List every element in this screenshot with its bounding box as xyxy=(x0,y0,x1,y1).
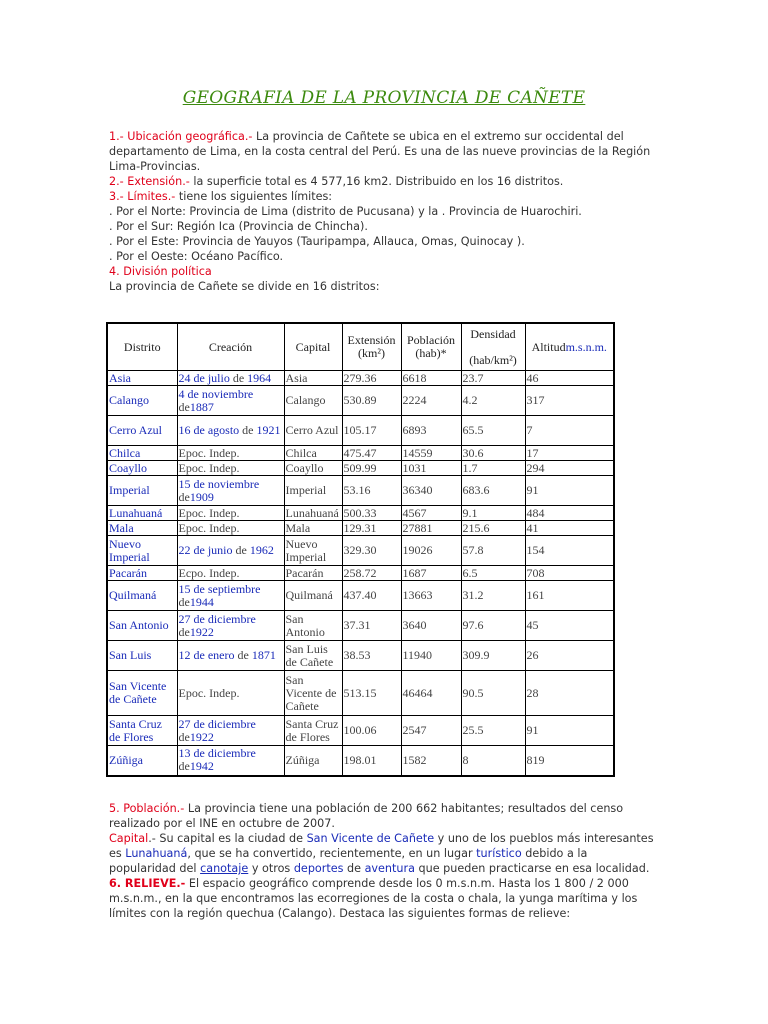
table-row xyxy=(107,611,614,641)
cell-altitud: 91 xyxy=(525,476,614,506)
cell-densidad: 65.5 xyxy=(461,416,525,446)
cell-creacion: 27 de diciembre de1922 xyxy=(177,611,284,641)
cell-altitud: 7 xyxy=(525,416,614,446)
table-row xyxy=(107,536,614,566)
cell-capital: San Antonio xyxy=(284,611,342,641)
cell-densidad: 90.5 xyxy=(461,671,525,716)
cell-poblacion: 6618 xyxy=(401,371,461,386)
header-distrito: Distrito xyxy=(107,323,177,371)
table-row xyxy=(107,386,614,416)
section-text: El espacio geográfico comprende desde los 0 m.s.n.m. Hasta los 1 800 / 2 000 m.s.n.m., en la que encontramos las ecorregiones de la costa o chala, la yunga marítima y los límites con la región quechua (Calango). Destaca las siguientes formas de relieve: xyxy=(109,877,638,920)
cell-extension: 500.33 xyxy=(342,506,401,521)
cell-poblacion: 14559 xyxy=(401,446,461,461)
cell-extension: 37.31 xyxy=(342,611,401,641)
cell-extension: 258.72 xyxy=(342,566,401,581)
cell-creacion: Epoc. Indep. xyxy=(177,521,284,536)
section-heading: 2.- Extensión.- xyxy=(109,175,190,188)
cell-extension: 509.99 xyxy=(342,461,401,476)
cell-creacion: Epoc. Indep. xyxy=(177,461,284,476)
cell-densidad: 8 xyxy=(461,746,525,776)
cell-altitud: 17 xyxy=(525,446,614,461)
cell-poblacion: 27881 xyxy=(401,521,461,536)
limit-line: . Por el Norte: Provincia de Lima (distrito de Pucusana) y la . Provincia de Huarochiri. xyxy=(109,205,582,218)
cell-densidad: 6.5 xyxy=(461,566,525,581)
cell-capital: Calango xyxy=(284,386,342,416)
table-row xyxy=(107,566,614,581)
cell-altitud: 484 xyxy=(525,506,614,521)
cell-distrito: San Antonio xyxy=(107,611,177,641)
cell-creacion: 4 de noviembre de1887 xyxy=(177,386,284,416)
cell-capital: Pacarán xyxy=(284,566,342,581)
cell-distrito: Zúñiga xyxy=(107,746,177,776)
cell-poblacion: 6893 xyxy=(401,416,461,446)
cell-distrito: Quilmaná xyxy=(107,581,177,611)
link-aventura[interactable]: aventura xyxy=(364,862,415,875)
cell-altitud: 317 xyxy=(525,386,614,416)
cell-capital: San Luis de Cañete xyxy=(284,641,342,671)
cell-capital: San Vicente de Cañete xyxy=(284,671,342,716)
cell-creacion: 16 de agosto de 1921 xyxy=(177,416,284,446)
cell-distrito: Imperial xyxy=(107,476,177,506)
table-row xyxy=(107,641,614,671)
cell-distrito: Mala xyxy=(107,521,177,536)
cell-capital: Cerro Azul xyxy=(284,416,342,446)
cell-poblacion: 36340 xyxy=(401,476,461,506)
cell-distrito: Cerro Azul xyxy=(107,416,177,446)
link-deportes[interactable]: deportes xyxy=(293,862,344,875)
header-poblacion: Población (hab)* xyxy=(401,323,461,371)
cell-densidad: 31.2 xyxy=(461,581,525,611)
section-heading: División política xyxy=(123,265,212,278)
cell-poblacion: 1687 xyxy=(401,566,461,581)
cell-creacion: Ecpo. Indep. xyxy=(177,566,284,581)
capital-paragraph: Capital.- Su capital es la ciudad de San Vicente de Cañete y uno de los pueblos más interesantes es Lunahuaná, que se ha convertido, recientemente, en un lugar turístico debido a la popularidad del canotaje y otros deportes de aventura que pueden practicarse en esa localidad. xyxy=(109,832,654,875)
cell-creacion: 13 de diciembre de1942 xyxy=(177,746,284,776)
cell-capital: Mala xyxy=(284,521,342,536)
cell-creacion: 12 de enero de 1871 xyxy=(177,641,284,671)
cell-extension: 38.53 xyxy=(342,641,401,671)
cell-capital: Quilmaná xyxy=(284,581,342,611)
section-heading: 1.- Ubicación geográfica.- xyxy=(109,130,253,143)
cell-distrito: Calango xyxy=(107,386,177,416)
cell-extension: 437.40 xyxy=(342,581,401,611)
cell-altitud: 45 xyxy=(525,611,614,641)
table-row xyxy=(107,581,614,611)
cell-poblacion: 4567 xyxy=(401,506,461,521)
cell-altitud: 46 xyxy=(525,371,614,386)
cell-altitud: 26 xyxy=(525,641,614,671)
limit-line: . Por el Este: Provincia de Yauyos (Tauripampa, Allauca, Omas, Quinocay ). xyxy=(109,235,525,248)
table-row xyxy=(107,671,614,716)
cell-extension: 513.15 xyxy=(342,671,401,716)
cell-distrito: San Luis xyxy=(107,641,177,671)
cell-altitud: 819 xyxy=(525,746,614,776)
link-lunahuana[interactable]: Lunahuaná xyxy=(125,847,188,860)
cell-distrito: Coayllo xyxy=(107,461,177,476)
cell-densidad: 309.9 xyxy=(461,641,525,671)
cell-capital: Coayllo xyxy=(284,461,342,476)
header-densidad: Densidad (hab/km²) xyxy=(461,323,525,371)
cell-extension: 53.16 xyxy=(342,476,401,506)
cell-densidad: 30.6 xyxy=(461,446,525,461)
cell-densidad: 23.7 xyxy=(461,371,525,386)
cell-capital: Zúñiga xyxy=(284,746,342,776)
districts-table xyxy=(106,322,615,777)
header-creacion: Creación xyxy=(177,323,284,371)
cell-creacion: Epoc. Indep. xyxy=(177,671,284,716)
header-capital: Capital xyxy=(284,323,342,371)
cell-extension: 329.30 xyxy=(342,536,401,566)
page-title: GEOGRAFIA DE LA PROVINCIA DE CAÑETE xyxy=(182,88,586,108)
table-row xyxy=(107,371,614,386)
cell-densidad: 9.1 xyxy=(461,506,525,521)
cell-creacion: 15 de septiembre de1944 xyxy=(177,581,284,611)
cell-capital: Chilca xyxy=(284,446,342,461)
limit-line: . Por el Oeste: Océano Pacífico. xyxy=(109,250,284,263)
cell-poblacion: 2547 xyxy=(401,716,461,746)
link-turistico[interactable]: turístico xyxy=(476,847,522,860)
cell-poblacion: 19026 xyxy=(401,536,461,566)
cell-extension: 100.06 xyxy=(342,716,401,746)
cell-creacion: 22 de junio de 1962 xyxy=(177,536,284,566)
table-row xyxy=(107,461,614,476)
cell-altitud: 91 xyxy=(525,716,614,746)
cell-creacion: Epoc. Indep. xyxy=(177,446,284,461)
cell-creacion: Epoc. Indep. xyxy=(177,506,284,521)
cell-distrito: Chilca xyxy=(107,446,177,461)
section-heading: 6. RELIEVE.- xyxy=(109,877,186,890)
cell-densidad: 215.6 xyxy=(461,521,525,536)
cell-capital: Nuevo Imperial xyxy=(284,536,342,566)
cell-extension: 105.17 xyxy=(342,416,401,446)
cell-densidad: 4.2 xyxy=(461,386,525,416)
cell-extension: 530.89 xyxy=(342,386,401,416)
cell-creacion: 24 de julio de 1964 xyxy=(177,371,284,386)
cell-densidad: 1.7 xyxy=(461,461,525,476)
cell-extension: 279.36 xyxy=(342,371,401,386)
cell-distrito: San Vicente de Cañete xyxy=(107,671,177,716)
cell-poblacion: 13663 xyxy=(401,581,461,611)
section-text: tiene los siguientes límites: xyxy=(175,190,333,203)
cell-poblacion: 46464 xyxy=(401,671,461,716)
cell-altitud: 28 xyxy=(525,671,614,716)
table-row xyxy=(107,446,614,461)
header-altitud: Altitudm.s.n.m. xyxy=(525,323,614,371)
cell-capital: Lunahuaná xyxy=(284,506,342,521)
header-extension: Extensión (km²) xyxy=(342,323,401,371)
cell-poblacion: 2224 xyxy=(401,386,461,416)
section-heading: 5. Población.- xyxy=(109,802,185,815)
cell-extension: 198.01 xyxy=(342,746,401,776)
section-ubicacion xyxy=(109,129,654,294)
cell-altitud: 161 xyxy=(525,581,614,611)
section-text: La provincia tiene una población de 200 662 habitantes; resultados del censo realizado por el INE en octubre de 2007. xyxy=(109,802,624,830)
cell-distrito: Nuevo Imperial xyxy=(107,536,177,566)
cell-capital: Santa Cruz de Flores xyxy=(284,716,342,746)
cell-distrito: Pacarán xyxy=(107,566,177,581)
table-row xyxy=(107,476,614,506)
cell-densidad: 57.8 xyxy=(461,536,525,566)
cell-poblacion: 11940 xyxy=(401,641,461,671)
cell-capital: Asia xyxy=(284,371,342,386)
cell-poblacion: 3640 xyxy=(401,611,461,641)
cell-densidad: 25.5 xyxy=(461,716,525,746)
cell-creacion: 27 de diciembre de1922 xyxy=(177,716,284,746)
link-san-vicente[interactable]: San Vicente de Cañete xyxy=(306,832,435,845)
cell-poblacion: 1031 xyxy=(401,461,461,476)
cell-altitud: 41 xyxy=(525,521,614,536)
cell-extension: 129.31 xyxy=(342,521,401,536)
table-row xyxy=(107,746,614,776)
cell-densidad: 97.6 xyxy=(461,611,525,641)
cell-creacion: 15 de noviembre de1909 xyxy=(177,476,284,506)
table-row xyxy=(107,416,614,446)
cell-altitud: 154 xyxy=(525,536,614,566)
cell-altitud: 708 xyxy=(525,566,614,581)
section-text: la superficie total es 4 577,16 km2. Distribuido en los 16 distritos. xyxy=(189,175,564,188)
section-text: La provincia de Cañtete se ubica en el extremo sur occidental del departamento de Lima, en la costa central del Perú. Es una de las nueve provincias de la Región Lima-Provincias. xyxy=(109,130,651,173)
section-text: La provincia de Cañete se divide en 16 distritos: xyxy=(109,280,380,293)
link-canotaje[interactable]: canotaje xyxy=(200,862,249,875)
cell-densidad: 683.6 xyxy=(461,476,525,506)
table-row xyxy=(107,716,614,746)
section-poblacion xyxy=(109,801,654,921)
section-heading: 3.- Límites.- xyxy=(109,190,176,203)
cell-altitud: 294 xyxy=(525,461,614,476)
cell-distrito: Santa Cruz de Flores xyxy=(107,716,177,746)
table-row xyxy=(107,506,614,521)
cell-extension: 475.47 xyxy=(342,446,401,461)
cell-poblacion: 1582 xyxy=(401,746,461,776)
limit-line: . Por el Sur: Región Ica (Provincia de Chincha). xyxy=(109,220,368,233)
cell-distrito: Asia xyxy=(107,371,177,386)
cell-capital: Imperial xyxy=(284,476,342,506)
cell-distrito: Lunahuaná xyxy=(107,506,177,521)
section-number: 4. xyxy=(109,265,124,278)
table-header-row xyxy=(107,323,614,371)
table-row xyxy=(107,521,614,536)
